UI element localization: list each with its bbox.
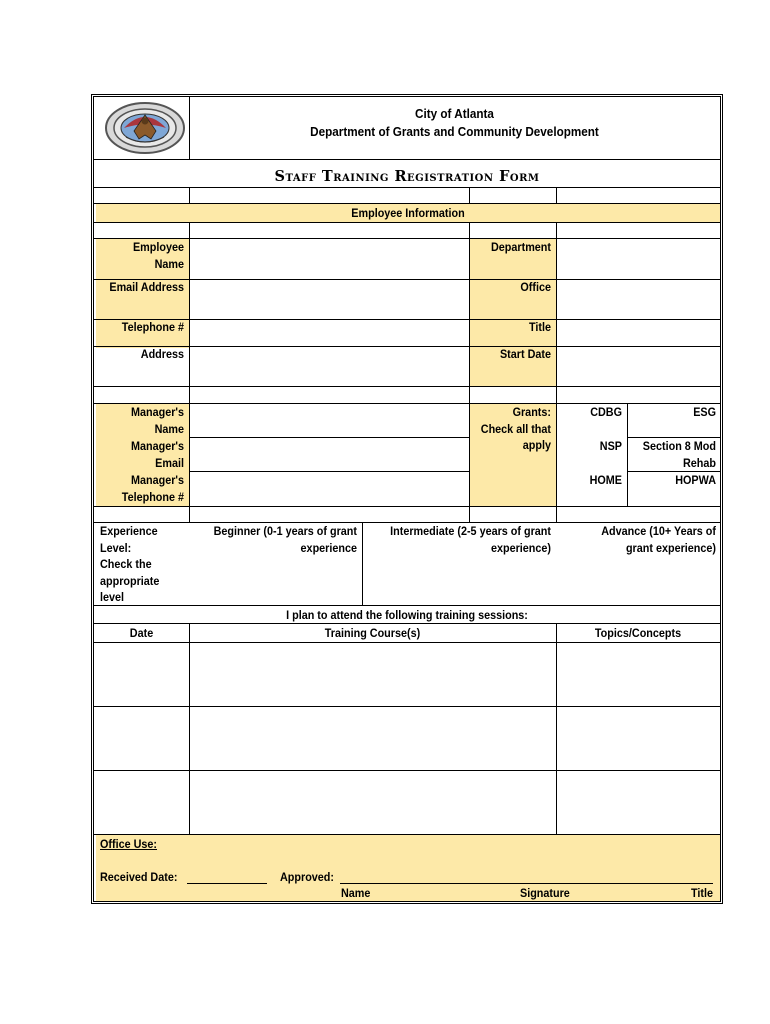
section-employee-information: Employee Information (351, 206, 465, 220)
label-manager-telephone: Manager's Telephone # (121, 473, 184, 504)
header-department: Department of Grants and Community Development (310, 124, 599, 139)
training-course-1[interactable] (190, 643, 555, 706)
training-date-1[interactable] (95, 643, 188, 706)
label-department: Department (490, 240, 551, 254)
address-field[interactable] (190, 347, 468, 386)
grant-option-home[interactable]: HOME (589, 473, 622, 487)
training-topics-2[interactable] (557, 707, 720, 770)
office-field[interactable] (557, 280, 720, 319)
label-telephone: Telephone # (121, 320, 184, 334)
training-intro: I plan to attend the following training sessions: (286, 608, 528, 622)
grant-option-esg[interactable]: ESG (693, 405, 716, 419)
office-use-label: Office Use: (100, 837, 158, 851)
start-date-field[interactable] (557, 347, 720, 386)
employee-name-field[interactable] (190, 239, 468, 279)
email-address-field[interactable] (190, 280, 468, 319)
label-manager-name: Manager's Name (131, 405, 184, 436)
grant-option-hopwa[interactable]: HOPWA (675, 473, 716, 487)
label-office: Office (520, 280, 551, 294)
signature-caption-signature: Signature (520, 886, 570, 900)
received-date-label: Received Date: (100, 870, 178, 884)
signature-caption-title: Title (690, 886, 713, 900)
telephone-field[interactable] (190, 320, 468, 346)
training-date-2[interactable] (95, 707, 188, 770)
experience-intermediate-option[interactable]: Intermediate (2-5 years of grant experience) (390, 524, 551, 555)
department-field[interactable] (557, 239, 720, 279)
training-date-3[interactable] (95, 771, 188, 834)
column-header-topics: Topics/Concepts (594, 626, 682, 640)
label-title: Title (528, 320, 551, 334)
received-date-blank[interactable] (187, 883, 267, 884)
grant-option-cdbg[interactable]: CDBG (590, 405, 622, 419)
experience-beginner-option[interactable]: Beginner (0-1 years of grant experience (213, 524, 357, 555)
column-header-training-courses: Training Course(s) (324, 626, 421, 640)
manager-telephone-field[interactable] (190, 472, 468, 506)
label-email-address: Email Address (109, 280, 184, 294)
label-start-date: Start Date (499, 347, 551, 361)
manager-name-field[interactable] (190, 404, 468, 437)
registration-form (91, 94, 723, 904)
title-field[interactable] (557, 320, 720, 346)
column-header-date: Date (129, 626, 154, 640)
training-topics-3[interactable] (557, 771, 720, 834)
label-experience-level: Experience Level: Check the appropriate level (100, 524, 160, 604)
label-manager-email: Manager's Email (131, 439, 184, 470)
training-topics-1[interactable] (557, 643, 720, 706)
city-seal-logo (104, 101, 186, 155)
training-course-3[interactable] (190, 771, 555, 834)
label-employee-name: Employee Name (132, 240, 184, 271)
training-course-2[interactable] (190, 707, 555, 770)
approved-blank[interactable] (340, 883, 713, 884)
signature-caption-name: Name (341, 886, 371, 900)
form-title: Staff Training Registration Form (274, 168, 540, 185)
experience-advance-option[interactable]: Advance (10+ Years of grant experience) (601, 524, 716, 555)
manager-email-field[interactable] (190, 438, 468, 471)
label-shade-mid-1 (469, 238, 556, 386)
label-address: Address (140, 347, 184, 361)
grant-option-section8[interactable]: Section 8 Mod Rehab (642, 439, 716, 470)
office-use-band (96, 834, 720, 901)
header-city: City of Atlanta (415, 106, 494, 121)
approved-label: Approved: (280, 870, 334, 884)
label-grants: Grants: Check all that apply (480, 405, 551, 452)
grant-option-nsp[interactable]: NSP (599, 439, 622, 453)
